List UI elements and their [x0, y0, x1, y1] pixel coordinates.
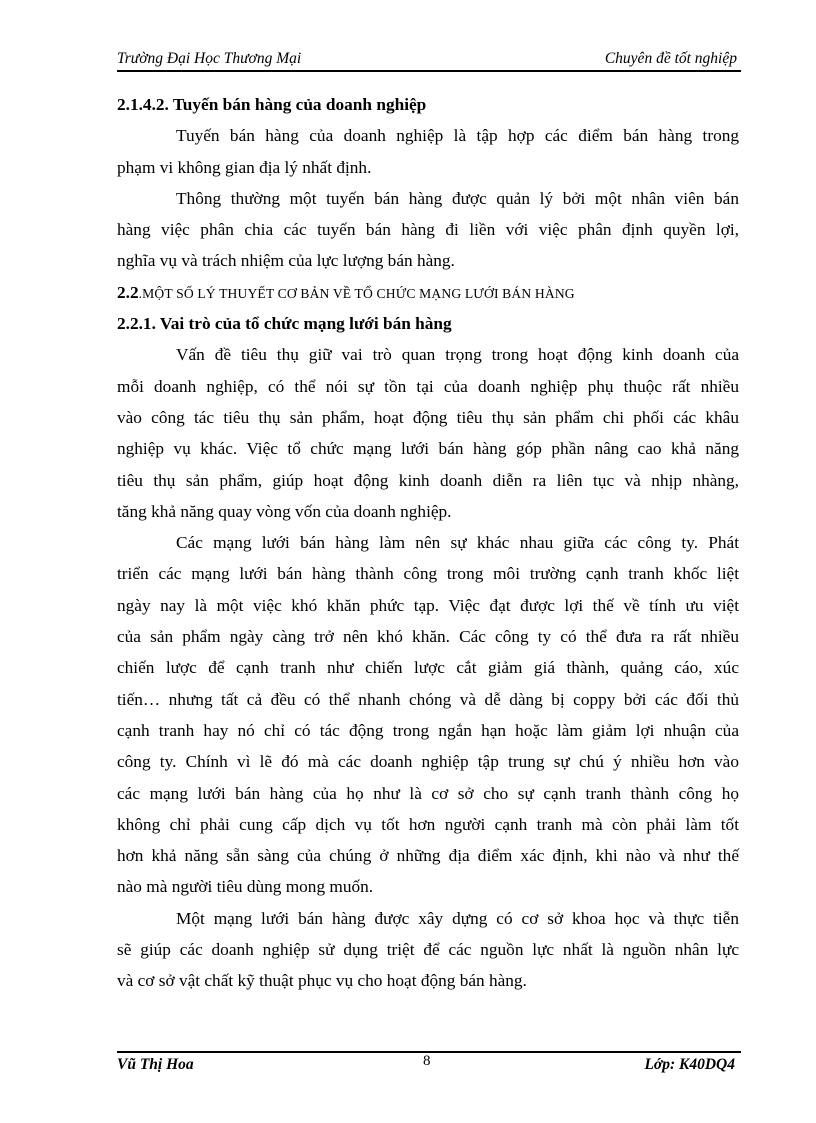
paragraph-line: triển các mạng lưới bán hàng thành công trong môi trường cạnh tranh khốc liệt [117, 564, 739, 584]
paragraph-line: các mạng lưới bán hàng của họ như là cơ sở cho sự cạnh tranh thành công họ [117, 783, 739, 803]
paragraph-3 [117, 339, 739, 527]
paragraph-line: Tuyến bán hàng của doanh nghiệp là tập hợp các điểm bán hàng trong [176, 126, 739, 146]
paragraph-line: tiến… nhưng tất cả đều có thể nhanh chóng và dễ dàng bị coppy bởi các đối thủ [117, 689, 739, 709]
paragraph-line: nghĩa vụ và trách nhiệm của lực lượng bán hàng. [117, 251, 455, 271]
paragraph-line: tăng khả năng quay vòng vốn của doanh nghiệp. [117, 501, 452, 521]
paragraph-line: tiêu thụ sản phẩm, giúp hoạt động kinh doanh diễn ra liên tục và nhịp nhàng, [117, 470, 739, 490]
section-heading-number: 2.2 [117, 282, 139, 302]
header-divider [117, 70, 741, 72]
paragraph-line: của sản phẩm ngày càng trở nên khó khăn. Các công ty có thể đưa ra rất nhiều [117, 627, 739, 647]
paragraph-line: hơn khả năng sẵn sàng của chúng ở những địa điểm xác định, khi nào và như thế [117, 846, 739, 866]
paragraph-line: phạm vi không gian địa lý nhất định. [117, 157, 372, 177]
section-heading-2-2-1: 2.2.1. Vai trò của tổ chức mạng lưới bán hàng [117, 314, 452, 334]
paragraph-line: cạnh tranh hay nó chỉ có tác động trong ngắn hạn hoặc làm giảm lợi nhuận của [117, 720, 739, 740]
header-school-name: Trường Đại Học Thương Mại [117, 50, 302, 67]
paragraph-line: mỗi doanh nghiệp, có thể nói sự tồn tại của doanh nghiệp phụ thuộc rất nhiều [117, 376, 739, 396]
document-body [117, 89, 739, 997]
paragraph-line: Các mạng lưới bán hàng làm nên sự khác nhau giữa các công ty. Phát [176, 533, 739, 553]
paragraph-line: sẽ giúp các doanh nghiệp sử dụng triệt để các nguồn lực nhất là nguồn nhân lực [117, 940, 739, 960]
paragraph-line: Một mạng lưới bán hàng được xây dựng có cơ sở khoa học và thực tiễn [176, 908, 739, 928]
section-heading-2-1-4-2: 2.1.4.2. Tuyến bán hàng của doanh nghiệp [117, 95, 427, 114]
paragraph-2 [117, 183, 739, 277]
paragraph-line: Thông thường một tuyến bán hàng được quản lý bởi một nhân viên bán [176, 188, 739, 208]
paragraph-line: nào mà người tiêu dùng mong muốn. [117, 877, 374, 897]
paragraph-line: và cơ sở vật chất kỹ thuật phục vụ cho hoạt động bán hàng. [117, 971, 527, 991]
paragraph-line: chiến lược để cạnh tranh như chiến lược cắt giảm giá thành, quảng cáo, xúc [117, 658, 739, 678]
paragraph-line: nghiệp vụ khác. Việc tổ chức mạng lưới bán hàng góp phần nâng cao khả năng [117, 439, 739, 459]
page-footer [117, 1053, 741, 1077]
paragraph-4 [117, 527, 739, 903]
paragraph-1 [117, 120, 739, 183]
page-number: 8 [423, 1053, 431, 1069]
paragraph-line: công ty. Chính vì lẽ đó mà các doanh nghiệp tập trung sự chú ý nhiều hơn vào [117, 752, 739, 772]
paragraph-line: Vấn đề tiêu thụ giữ vai trò quan trọng trong hoạt động kinh doanh của [176, 345, 739, 365]
header-document-type: Chuyên đề tốt nghiệp [604, 50, 737, 67]
paragraph-line: hàng việc phân chia các tuyến bán hàng đi liền với việc phân định quyền lợi, [117, 220, 739, 240]
paragraph-line: không chỉ phải cung cấp dịch vụ tốt hơn người cạnh tranh mà còn phải làm tốt [117, 814, 739, 834]
section-heading-title: .MỘT SỐ LÝ THUYẾT CƠ BẢN VỀ TỔ CHỨC MẠNG LƯỚI BÁN HÀNG [138, 285, 575, 301]
footer-author-name: Vũ Thị Hoa [117, 1056, 194, 1073]
page-header [117, 48, 741, 70]
paragraph-line: ngày nay là một việc khó khăn phức tạp. Việc đạt được lợi thế về tính ưu việt [117, 595, 739, 615]
paragraph-5 [117, 903, 739, 997]
section-heading-2-2 [117, 277, 739, 308]
paragraph-line: vào công tác tiêu thụ sản phẩm, hoạt động tiêu thụ sản phẩm chi phối các khâu [117, 407, 739, 427]
footer-class-code: Lớp: K40DQ4 [644, 1056, 735, 1073]
